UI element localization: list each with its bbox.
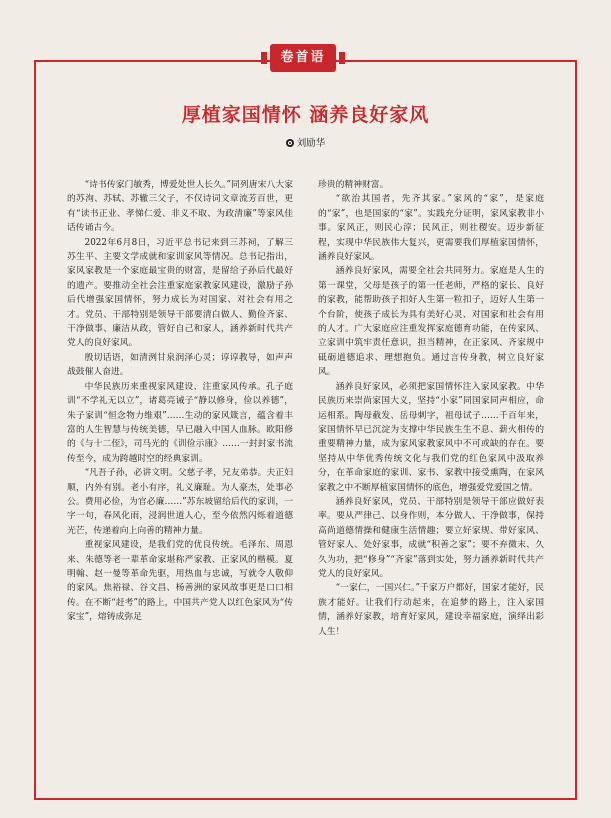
bullet-icon [286,139,294,147]
paragraph: 殷切话语，如清洌甘泉润泽心灵；谆谆教导，如声声战鼓催人奋进。 [67,352,293,378]
author-name: 刘励华 [296,138,326,149]
paragraph: 重视家风建设，是我们党的优良传统。毛泽东、周恩来、朱德等老一辈革命家堪称严家教、正家风的楷模。夏明翰、赵一曼等革命先驱，用热血与忠诚，写就令人敬仰的家风。焦裕禄、谷文昌、杨善洲的家风故事更是口口相传。在不断“赶考”的路上，中国共产党人以红色家风为“传家宝”，熔铸成弥足 [67,540,293,623]
paragraph: 涵养良好家风，需要全社会共同努力。家庭是人生的第一课堂，父母是孩子的第一任老师，严格的家长、良好的家教，能帮助孩子扣好人生第一粒扣子，迈好人生第一个台阶，使孩子成长为具有美好心灵、对国家和社会有用的人才。广大家庭应注重发挥家庭德育功能，在传家风、立家训中筑牢责任意识，担当精神，在正家风、齐家规中砥砺道德追求、理想抱负。通过言传身教，树立良好家风。 [318,266,544,378]
paragraph: 中华民族历来重视家风建设、注重家风传承。孔子庭训“不学礼无以立”，诸葛亮诫子“静以修身，俭以养德”，朱子家训“恒念物力维艰”……生动的家风箴言，蕴含着丰富的人生智慧与传统美德，早已融入中国人血脉。欧阳修的《与十二侄》，司马光的《训俭示康》……一封封家书流传至今，成为跨越时空的经典家训。 [67,381,293,464]
left-column [67,178,293,778]
section-tag: 卷首语 [270,44,336,72]
byline [0,135,611,149]
article-title: 厚植家国情怀 涵养良好家风 [181,104,430,126]
paragraph: “凡吾子孙，必讲文明。父慈子孝，兄友弟恭。夫正妇顺，内外有别。老小有序，礼义廉耻。为人豪杰，处事必公。费用必俭，为官必廉……”苏东坡留给后代的家训，一字一句，春风化雨，浸润世道人心，至今依然闪烁着道德光芒，传递着向上向善的精神力量。 [67,468,293,536]
paragraph: 珍贵的精神财富。 [318,180,389,190]
paragraph: 涵养良好家风，党员、干部特别是领导干部应做好表率。要从严律己、以身作则，本分做人、干净做事，保持高尚道德情操和健康生活情趣；要立好家规、带好家风、管好家人、处好家事，成就“积善之家”；要不弃微末、久久为功，把“修身”“齐家”落到实处，努力涵养新时代共产党人的良好家风。 [318,496,544,579]
paragraph: 2022年6月8日，习近平总书记来到三苏祠，了解三苏生平、主要文学成就和家训家风等情况。总书记指出，家风家教是一个家庭最宝贵的财富，是留给子孙后代最好的遗产。要推动全社会注重家庭家教家风建设，激励子孙后代增强家国情怀，努力成长为对国家、对社会有用之才。党员、干部特别是领导干部要清白做人、勤俭齐家、干净做事、廉洁从政，管好自己和家人，涵养新时代共产党人的良好家风。 [67,237,293,349]
paragraph: “一家仁，一国兴仁。”千家万户都好，国家才能好，民族才能好。让我们行动起来，在追梦的路上，注入家国情，涵养好家教，培育好家风，建设幸福家庭，演绎出彩人生！ [318,583,544,637]
right-column [318,178,544,778]
paragraph: 涵养良好家风，必须把家国情怀注入家风家教。中华民族历来崇尚家国大义，坚持“小家”同国家同声相应，命运相系。陶母截发、岳母刺字，祖母试子……千百年来，家国情怀早已沉淀为支撑中华民族生生不息、薪火相传的重要精神力量，成为家风家教家风中不可或缺的存在。要坚持从中华优秀传统文化与我们党的红色家风中汲取养分，在革命家庭的家训、家书、家教中接受熏陶，在家风家教之中不断厚植家国情怀的底色，增强爱党爱国之情。 [318,381,544,493]
paragraph: “欲治其国者，先齐其家。”家风的“家”，是家庭的“家”，也是国家的“家”。实践充分证明，家风家教非小事。家风正，则民心淳；民风正，则社稷安。迈步新征程，实现中华民族伟大复兴，更需要我们厚植家国情怀，涵养良好家风。 [318,194,544,263]
paragraph: “诗书传家门敏秀，博爱处世人长久。”同列唐宋八大家的苏洵、苏轼、苏辙三父子，不仅诗词文章流芳百世，更有“读书正业、孝悌仁爱、非义不取、为政清廉”等家风佳话传诵古今。 [67,180,293,234]
